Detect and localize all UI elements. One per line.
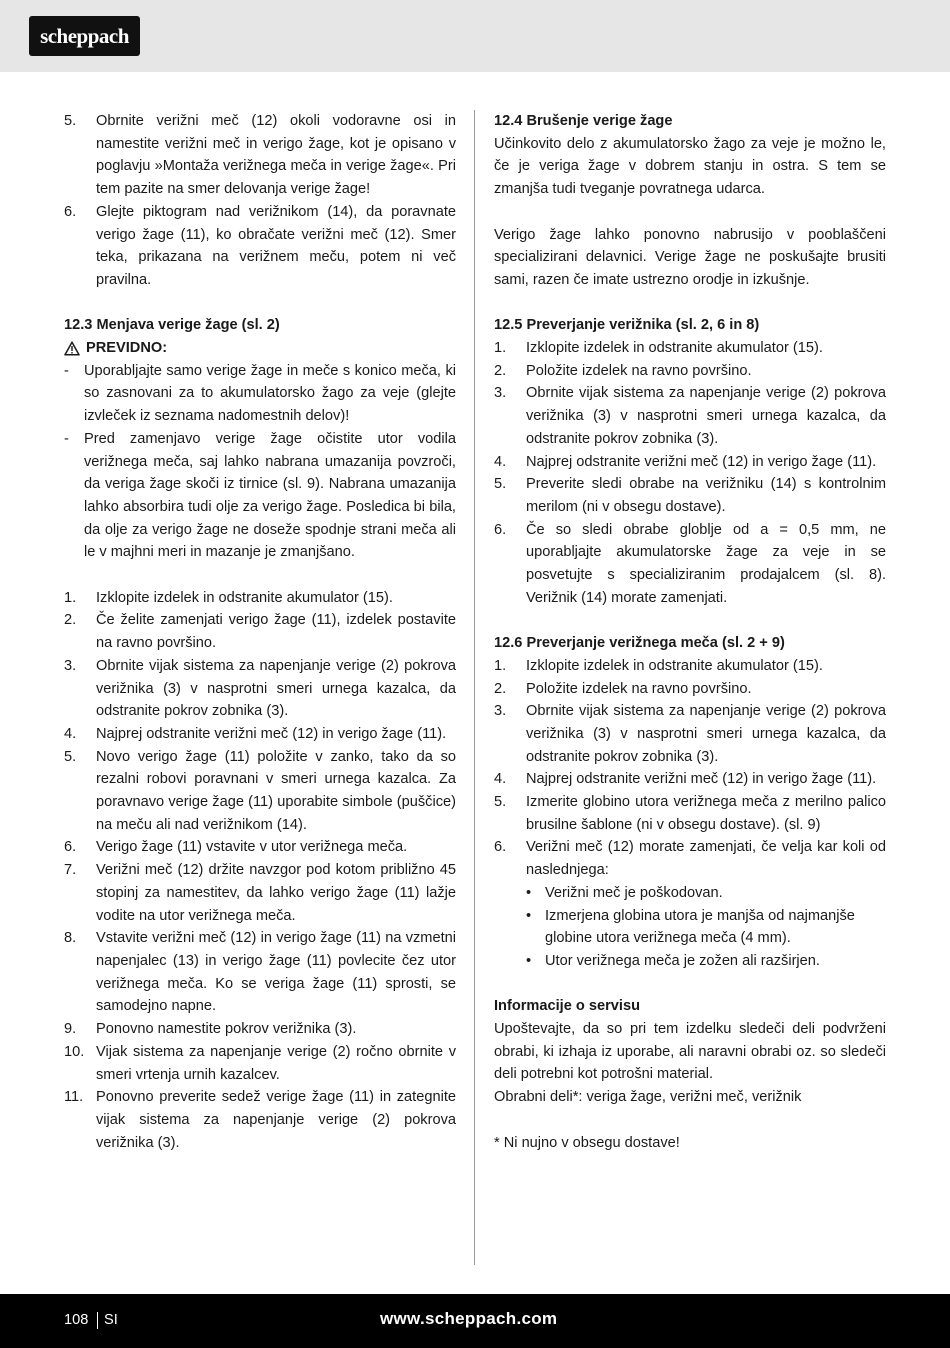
column-divider xyxy=(474,110,475,1265)
warning-dash-list xyxy=(64,360,456,564)
list-item: 2. Položite izdelek na ravno površino. xyxy=(494,362,752,379)
list-item: 8. Vstavite verižni meč (12) in verigo žage (11) na vzmetni napenjalec (13) in verigo žage (11) povlecite čez utor verižnega meča. Ko se veriga žage (11) sprosti, se samodejno napne. xyxy=(64,930,456,1015)
list-item: 10. Vijak sistema za napenjanje verige (2) ročno obrnite v smeri vrtenja urnih kazalcev. xyxy=(64,1043,456,1083)
paragraph: Verigo žage lahko ponovno nabrusijo v pooblaščeni specializirani delavnici. Verige žage ne poskušajte brusiti sami, razen če imate ustrezno orodje in izkušnje. xyxy=(494,226,886,288)
warning-triangle-icon xyxy=(64,341,80,356)
list-item: 4. Najprej odstranite verižni meč (12) in verigo žage (11). xyxy=(494,453,877,470)
list-item: 6. Verižni meč (12) morate zamenjati, če velja kar koli od naslednjega: xyxy=(494,839,886,879)
paragraph: Učinkovito delo z akumulatorsko žago za veje je možno le, če je veriga žage v dobrem stanju in ostra. S tem se zmanjša tudi tveganje povratnega udarca. xyxy=(494,135,886,198)
bullet-item: • Utor verižnega meča je zožen ali razširjen. xyxy=(526,952,820,969)
warning-label: PREVIDNO: xyxy=(64,337,456,360)
list-item: 1. Izklopite izdelek in odstranite akumulator (15). xyxy=(494,657,823,674)
list-item: 5. Izmerite globino utora verižnega meča z merilno palico brusilne šablone (ni v obsegu dostave). (sl. 9) xyxy=(494,794,886,833)
list-b xyxy=(64,587,456,1155)
footer-separator xyxy=(97,1312,98,1329)
list-item: 5. Preverite sledi obrabe na verižniku (14) s kontrolnim merilom (ni v obsegu dostave). xyxy=(494,476,886,515)
page-header xyxy=(0,0,950,72)
right-column xyxy=(494,110,886,1154)
section-heading-service: Informacije o servisu xyxy=(494,998,640,1015)
list-item: 6. Glejte piktogram nad verižnikom (14), da poravnate verigo žage (11), ko obračate verižni meč (12). Smer teka, prikazana na verižnem meču, potem ni več pravilna. xyxy=(64,203,456,288)
list-item: 4. Najprej odstranite verižni meč (12) in verigo žage (11). xyxy=(494,771,877,788)
list-12-5 xyxy=(494,337,886,609)
list-a xyxy=(64,110,456,292)
list-item: - Uporabljajte samo verige žage in meče s konico meča, ki so zasnovani za to akumulatorsko žago za veje (glejte izvleček iz seznama nadomestnih delov)! xyxy=(64,362,456,425)
section-heading-12-3: 12.3 Menjava verige žage (sl. 2) xyxy=(64,317,280,334)
logo-text: scheppach xyxy=(40,24,129,48)
footnote: * Ni nujno v obsegu dostave! xyxy=(494,1134,680,1151)
list-item: 3. Obrnite vijak sistema za napenjanje verige (2) pokrova verižnika (3) v nasprotni smeri urnega kazalca, da odstranite pokrov zobnika (3). xyxy=(64,657,456,720)
list-item: 5. Novo verigo žage (11) položite v zanko, tako da so rezalni robovi poravnani v smeri urnega kazalca. Za poravnavo verige žage (11) uporabite simbole (puščice) na meču ali nad verižnikom (14). xyxy=(64,748,456,833)
list-item: 2. Če želite zamenjati verigo žage (11), izdelek postavite na ravno površino. xyxy=(64,612,456,652)
list-item: 9. Ponovno namestite pokrov verižnika (3). xyxy=(64,1021,357,1038)
section-heading-12-4: 12.4 Brušenje verige žage xyxy=(494,113,673,129)
paragraph: Upoštevajte, da so pri tem izdelku sledeči deli podvrženi obrabi, ki izhaja iz uporabe, ali naravni obrabi oz. so sledeči deli potrebni kot potrošni material. xyxy=(494,1021,886,1083)
bullet-item: • Izmerjena globina utora je manjša od najmanjše globine utora verižnega meča (4 mm). xyxy=(526,907,855,947)
page-footer xyxy=(0,1294,950,1348)
language-code: SI xyxy=(104,1312,118,1328)
list-item: 1. Izklopite izdelek in odstranite akumulator (15). xyxy=(64,589,393,606)
list-item: 5. Obrnite verižni meč (12) okoli vodoravne osi in namestite verižni meč in verigo žage, kot je opisano v poglavju »Montaža verižnega meča in verige žage«. Pri tem pazite na smer delovanja verige žage! xyxy=(64,113,456,198)
list-item: 6. Če so sledi obrabe globlje od a = 0,5 mm, ne uporabljajte akumulatorske žage za veje in se posvetujte s specializiranim prodajalcem (sl. 8). Verižnik (14) morate zamenjati. xyxy=(494,521,886,606)
left-column xyxy=(64,110,456,1154)
section-heading-12-5: 12.5 Preverjanje verižnika (sl. 2, 6 in 8) xyxy=(494,317,760,334)
bullet-item: • Verižni meč je poškodovan. xyxy=(526,884,723,901)
list-item: 11. Ponovno preverite sedež verige žage (11) in zategnite vijak sistema za napenjanje verige (2) pokrova verižnika (3). xyxy=(64,1089,456,1151)
list-item: 2. Položite izdelek na ravno površino. xyxy=(494,680,752,697)
list-item: - Pred zamenjavo verige žage očistite utor vodila verižnega meča, saj lahko nabrana umazanija povzroči, da veriga žage skoči iz tirnice (sl. 9). Nabrana umazanija lahko absorbira tudi olje za verigo žage. Posledica bi bila, da olje za verigo žage ne doseže spodnje strani meča ali le v majhni meri in mazanje je zmanjšano. xyxy=(64,430,456,561)
paragraph: Obrabni deli*: veriga žage, verižni meč, verižnik xyxy=(494,1089,802,1106)
scheppach-logo xyxy=(29,16,140,56)
list-item: 1. Izklopite izdelek in odstranite akumulator (15). xyxy=(494,340,823,356)
list-item: 4. Najprej odstranite verižni meč (12) in verigo žage (11). xyxy=(64,725,447,742)
list-12-6 xyxy=(494,655,886,973)
list-item: 7. Verižni meč (12) držite navzgor pod kotom približno 45 stopinj za namestitev, da lahko verigo žage (11) lažje vodite na utor verižnega meča. xyxy=(64,862,456,924)
website-link[interactable]: www.scheppach.com xyxy=(380,1309,558,1328)
page-number: 108 xyxy=(64,1312,89,1328)
list-item: 3. Obrnite vijak sistema za napenjanje verige (2) pokrova verižnika (3) v nasprotni smeri urnega kazalca, da odstranite pokrov zobnika (3). xyxy=(494,385,886,447)
section-heading-12-6: 12.6 Preverjanje verižnega meča (sl. 2 + 9) xyxy=(494,635,785,652)
list-item: 3. Obrnite vijak sistema za napenjanje verige (2) pokrova verižnika (3) v nasprotni smeri urnega kazalca, da odstranite pokrov zobnika (3). xyxy=(494,703,886,765)
list-item: 6. Verigo žage (11) vstavite v utor verižnega meča. xyxy=(64,839,408,856)
